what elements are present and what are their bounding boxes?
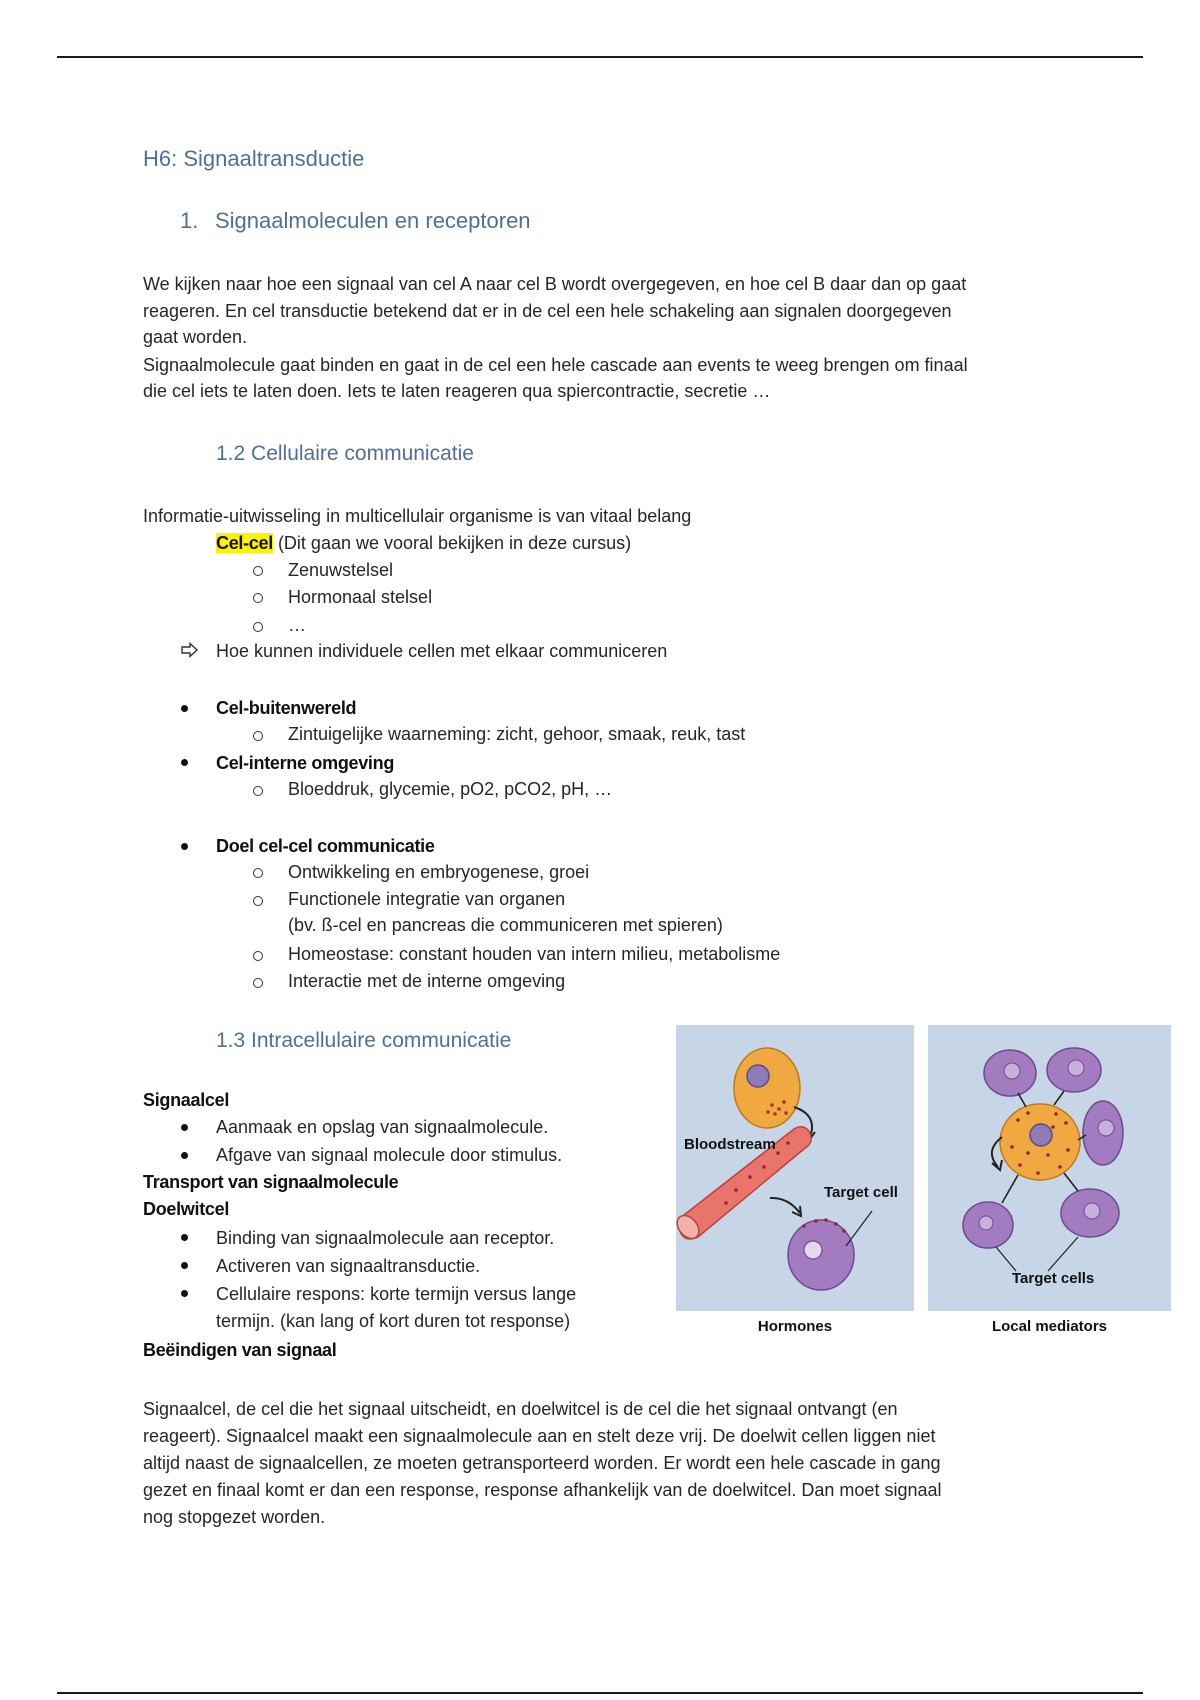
figure-caption-hormones: Hormones — [757, 1318, 833, 1335]
paragraph-line: gaat worden. — [143, 327, 248, 347]
circle-bullet-icon — [253, 786, 263, 796]
section-1-3-title: 1.3 Intracellulaire communicatie — [216, 1029, 512, 1052]
transport-arrow — [770, 1198, 800, 1213]
list-item: Hormonaal stelsel — [288, 587, 433, 607]
section-1-2-title: 1.2 Cellulaire communicatie — [216, 442, 474, 465]
list-item: Bloeddruk, glycemie, pO2, pCO2, pH, … — [288, 779, 613, 799]
target-cells-label: Target cells — [1012, 1270, 1095, 1287]
paragraph-line: Signaalmolecule gaat binden en gaat in de cel een hele cascade aan events te weeg brengen om finaal — [143, 355, 968, 375]
beeindigen-heading: Beëindigen van signaal — [143, 1340, 337, 1360]
circle-bullet-icon — [253, 622, 263, 632]
list-item: Aanmaak en opslag van signaalmolecule. — [216, 1117, 549, 1137]
bloodstream-label: Bloodstream — [684, 1136, 776, 1153]
arrow-line-text: Hoe kunnen individuele cellen met elkaar communiceren — [216, 641, 668, 661]
transport-heading: Transport van signaalmolecule — [143, 1172, 399, 1192]
bullet-icon — [181, 1152, 188, 1159]
paracrine-arrow — [1064, 1173, 1078, 1191]
signaalcel-heading: Signaalcel — [143, 1090, 230, 1110]
signal-cell — [734, 1048, 800, 1128]
bottom-rule — [57, 1692, 1143, 1694]
cel-buitenwereld-heading: Cel-buitenwereld — [216, 698, 357, 718]
paragraph-line: We kijken naar hoe een signaal van cel A naar cel B wordt overgegeven, en hoe cel B daar dan op gaat — [143, 274, 967, 294]
paragraph-line: gezet en finaal komt er dan een response, response afhankelijk van de doelwitcel. Dan moet signaal — [143, 1480, 942, 1500]
section-1-2-intro: Informatie-uitwisseling in multicellulair organisme is van vitaal belang — [143, 506, 692, 526]
signal-cell-nucleus — [747, 1065, 769, 1087]
target-cell-pointer — [846, 1211, 872, 1246]
list-item: Zenuwstelsel — [288, 560, 394, 580]
list-item: Afgave van signaal molecule door stimulus. — [216, 1145, 563, 1165]
list-item: Activeren van signaaltransductie. — [216, 1256, 481, 1276]
paragraph-line: altijd naast de signaalcellen, ze moeten getransporteerd worden. Er wordt een hele cascade in gang — [143, 1453, 941, 1473]
target-cells-pointer — [1048, 1237, 1078, 1271]
cel-cel-highlight: Cel-cel — [216, 533, 273, 553]
bullet-icon — [181, 705, 188, 712]
list-item: Binding van signaalmolecule aan receptor. — [216, 1228, 555, 1248]
paragraph-line: nog stopgezet worden. — [143, 1507, 326, 1527]
list-item: Interactie met de interne omgeving — [288, 971, 566, 991]
figure-caption-local-mediators: Local mediators — [991, 1318, 1108, 1335]
circle-bullet-icon — [253, 566, 263, 576]
bullet-icon — [181, 843, 188, 850]
paragraph-line: reageert). Signaalcel maakt een signaalmolecule aan en stelt deze vrij. De doelwit cellen liggen niet — [143, 1426, 936, 1446]
paracrine-arrow — [1018, 1093, 1026, 1107]
circle-bullet-icon — [253, 951, 263, 961]
list-item: Zintuigelijke waarneming: zicht, gehoor, smaak, reuk, tast — [288, 724, 746, 744]
paracrine-arrow — [1054, 1091, 1064, 1105]
cel-cel-note: (Dit gaan we vooral bekijken in deze cursus) — [272, 533, 632, 553]
list-item: … — [288, 615, 306, 635]
circle-bullet-icon — [253, 593, 263, 603]
section-1-title: Signaalmoleculen en receptoren — [215, 208, 531, 233]
paragraph-line: reageren. En cel transductie betekend dat er in de cel een hele schakeling aan signalen doorgegeven — [143, 301, 952, 321]
page-title: H6: Signaaltransductie — [143, 146, 365, 171]
bullet-icon — [181, 1290, 188, 1297]
arrow-right-icon — [180, 642, 200, 658]
list-item: Ontwikkeling en embryogenese, groei — [288, 862, 590, 882]
doel-heading: Doel cel-cel communicatie — [216, 836, 435, 856]
circle-bullet-icon — [253, 868, 263, 878]
bullet-icon — [181, 759, 188, 766]
circle-bullet-icon — [253, 896, 263, 906]
list-item-continuation: termijn. (kan lang of kort duren tot response) — [216, 1311, 571, 1331]
doelwitcel-heading: Doelwitcel — [143, 1199, 230, 1219]
list-item: Homeostase: constant houden van intern milieu, metabolisme — [288, 944, 781, 964]
bullet-icon — [181, 1262, 188, 1269]
local-mediators-diagram — [928, 1025, 1171, 1311]
list-item: Cellulaire respons: korte termijn versus lange — [216, 1284, 577, 1304]
paracrine-arrow — [1002, 1175, 1018, 1203]
target-cells-pointer — [996, 1247, 1016, 1271]
list-item: Functionele integratie van organen — [288, 889, 566, 909]
section-1-number: 1. — [180, 208, 199, 233]
cel-interne-heading: Cel-interne omgeving — [216, 753, 395, 773]
top-rule — [57, 56, 1143, 58]
circle-bullet-icon — [253, 978, 263, 988]
cel-cel-line — [216, 531, 631, 555]
list-item-continuation: (bv. ß-cel en pancreas die communiceren met spieren) — [288, 915, 723, 935]
circle-bullet-icon — [253, 731, 263, 741]
hormones-diagram — [676, 1025, 914, 1311]
paragraph-line: die cel iets te laten doen. Iets te laten reageren qua spiercontractie, secretie … — [143, 381, 771, 401]
bullet-icon — [181, 1124, 188, 1131]
bullet-icon — [181, 1234, 188, 1241]
paragraph-line: Signaalcel, de cel die het signaal uitscheidt, en doelwitcel is de cel die het signaal ontvangt (en — [143, 1399, 898, 1419]
target-cell-label: Target cell — [824, 1184, 898, 1201]
